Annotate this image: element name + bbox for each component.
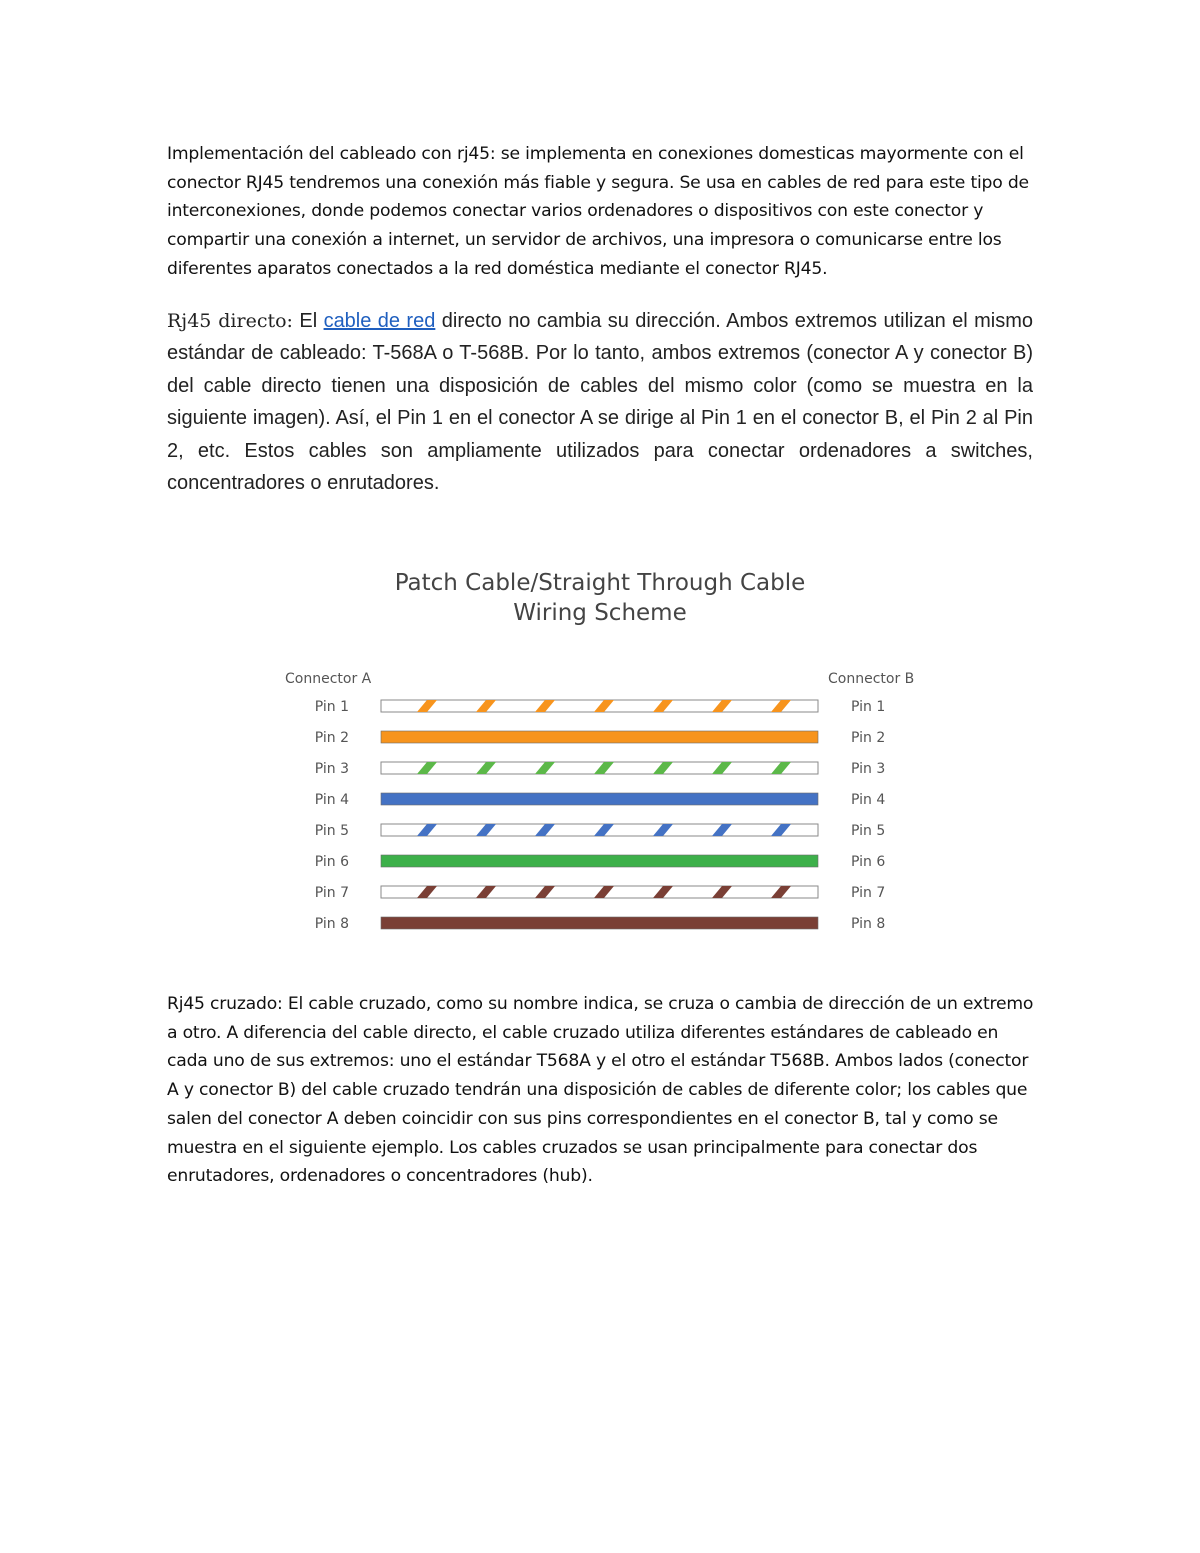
direct-heading: Rj45 directo: [167, 309, 293, 332]
pin-2-label-a: Pin 2 [314, 730, 349, 746]
pin-5-label-b: Pin 5 [851, 823, 886, 839]
cable-de-red-link[interactable]: cable de red [323, 309, 436, 332]
pin-4-label-a: Pin 4 [314, 792, 349, 808]
pin-6-label-a: Pin 6 [314, 854, 349, 870]
wire-4 [381, 793, 818, 805]
pin-8-label-a: Pin 8 [314, 916, 349, 932]
direct-cable-paragraph [167, 305, 1033, 501]
intro-paragraph: Implementación del cableado con rj45: se implementa en conexiones domesticas mayormente con el conector RJ45 tendremos una conexión más fiable y segura. Se usa en cables de red para este tipo de interconexiones, donde podemos conectar varios ordenadores o dispositivos con este conector y compartir una conexión a internet, un servidor de archivos, una impresora o comunicarse entre los diferentes aparatos conectados a la red doméstica mediante el conector RJ45. [167, 144, 1029, 279]
figure-title-line-1: Patch Cable/Straight Through Cable [394, 570, 806, 596]
wire-2 [381, 731, 818, 743]
connector-a-label: Connector A [285, 671, 372, 687]
wiring-scheme-figure [280, 568, 920, 938]
pin-2-label-b: Pin 2 [851, 730, 886, 746]
crossed-cable-paragraph: Rj45 cruzado: El cable cruzado, como su nombre indica, se cruza o cambia de dirección de un extremo a otro. A diferencia del cable directo, el cable cruzado utiliza diferentes estándares de cableado en cada uno de sus extremos: uno el estándar T568A y el otro el estándar T568B. Ambos lados (conector A y conector B) del cable cruzado tendrán una disposición de cables de diferente color; los cables que salen del conector A deben coincidir con sus pins correspondientes en el conector B, tal y como se muestra en el siguiente ejemplo. Los cables cruzados se usan principalmente para conectar dos enrutadores, ordenadores o concentradores (hub). [167, 994, 1034, 1187]
document-body [167, 140, 1033, 500]
wiring-diagram [280, 568, 920, 938]
direct-text-start: El [292, 309, 324, 332]
pin-1-label-a: Pin 1 [314, 699, 349, 715]
pin-3-label-a: Pin 3 [314, 761, 349, 777]
connector-b-label: Connector B [828, 671, 915, 687]
pin-7-label-a: Pin 7 [314, 885, 349, 901]
pin-4-label-b: Pin 4 [851, 792, 886, 808]
figure-title-line-2: Wiring Scheme [513, 600, 687, 626]
pin-8-label-b: Pin 8 [851, 916, 886, 932]
wire-6 [381, 855, 818, 867]
pin-3-label-b: Pin 3 [851, 761, 886, 777]
pin-7-label-b: Pin 7 [851, 885, 886, 901]
pin-5-label-a: Pin 5 [314, 823, 349, 839]
direct-text-rest: directo no cambia su dirección. Ambos extremos utilizan el mismo estándar de cableado: T-568A o T-568B. Por lo tanto, ambos extremos (conector A y conector B) del cable directo tienen una disposición de cables del mismo color (como se muestra en la siguiente imagen). Así, el Pin 1 en el conector A se dirige al Pin 1 en el conector B, el Pin 2 al Pin 2, etc. Estos cables son ampliamente utilizados para conectar ordenadores a switches, concentradores o enrutadores. [167, 309, 1033, 495]
pin-1-label-b: Pin 1 [851, 699, 886, 715]
pin-6-label-b: Pin 6 [851, 854, 886, 870]
wire-8 [381, 917, 818, 929]
